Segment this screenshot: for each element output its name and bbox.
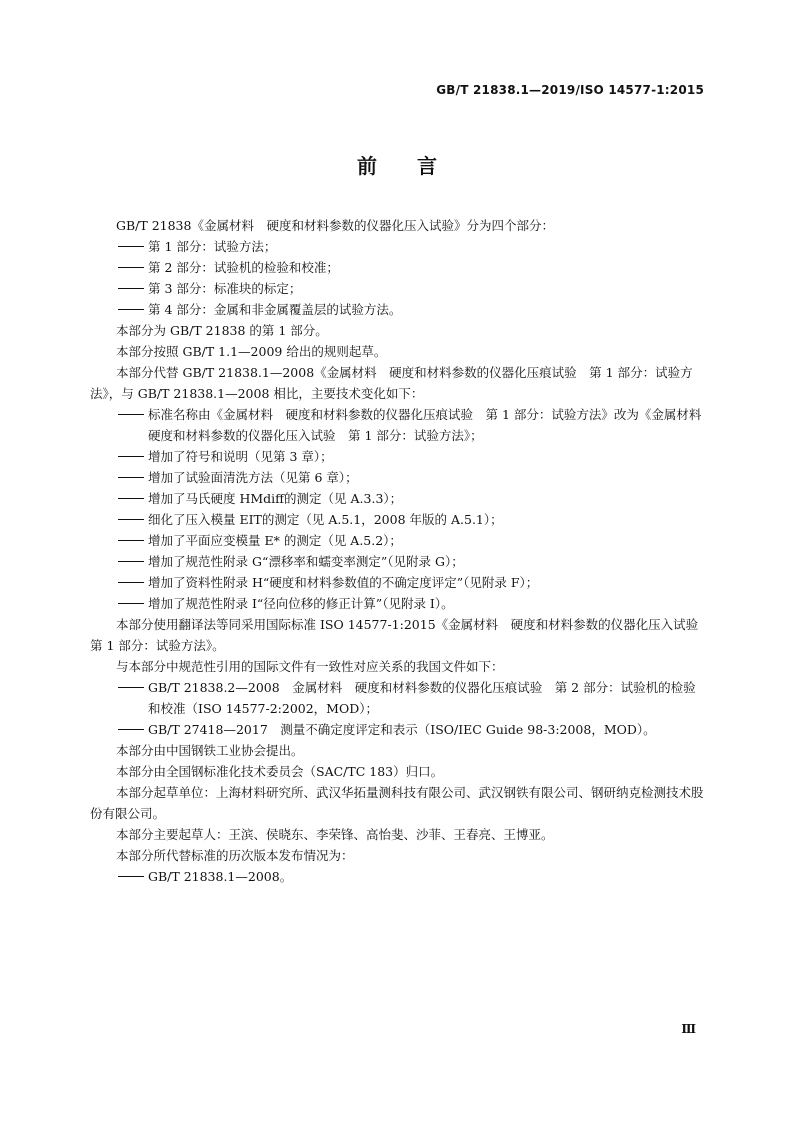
list-item: 第 2 部分：试验机的检验和校准； [90,257,706,278]
list-item: 标准名称由《金属材料 硬度和材料参数的仪器化压痕试验 第 1 部分：试验方法》改为《金属材料 硬度和材料参数的仪器化压入试验 第 1 部分：试验方法》； [90,404,706,446]
list-item: GB/T 21838.1—2008。 [90,866,706,887]
references-intro: 与本部分中规范性引用的国际文件有一致性对应关系的我国文件如下： [116,659,504,674]
proposer-statement: 本部分由中国钢铁工业协会提出。 [116,743,304,758]
list-item: 增加了规范性附录 G“漂移率和蠕变率测定”（见附录 G）； [90,551,706,572]
list-item: 增加了符号和说明（见第 3 章）； [90,446,706,467]
part-statement: 本部分为 GB/T 21838 的第 1 部分。 [116,323,328,338]
dash-bullet [90,719,144,740]
intro-paragraph: GB/T 21838《金属材料 硬度和材料参数的仪器化压入试验》分为四个部分： [116,218,554,233]
adoption-statement: 本部分使用翻译法等同采用国际标准 ISO 14577-1:2015《金属材料 硬度和材料参数的仪器化压入试验 第 1 部分：试验方法》。 [90,617,711,653]
dash-bullet [90,509,144,530]
dash-bullet [90,236,144,257]
list-item: 增加了马氏硬度 HMdiff的测定（见 A.3.3）； [90,488,706,509]
drafting-units: 本部分起草单位：上海材料研究所、武汉华拓量测科技有限公司、武汉钢铁有限公司、钢研纳克检测技术股份有限公司。 [90,785,704,821]
dash-bullet [90,278,144,299]
dash-bullet [90,530,144,551]
drafters: 本部分主要起草人：王滨、侯晓东、李荣锋、高怡斐、沙菲、王春亮、王博亚。 [116,827,554,842]
dash-bullet [90,677,144,719]
list-item: 增加了资料性附录 H“硬度和材料参数值的不确定度评定”（见附录 F）； [90,572,706,593]
dash-bullet [90,551,144,572]
dash-bullet [90,257,144,278]
dash-bullet [90,404,144,446]
dash-bullet [90,467,144,488]
drafting-rules: 本部分按照 GB/T 1.1—2009 给出的规则起草。 [116,344,387,359]
dash-bullet [90,446,144,467]
list-item: GB/T 21838.2—2008 金属材料 硬度和材料参数的仪器化压痕试验 第 2 部分：试验机的检验和校准（ISO 14577-2:2002，MOD）； [90,677,706,719]
list-item: 第 4 部分：金属和非金属覆盖层的试验方法。 [90,299,706,320]
page-title: 前言 [357,154,477,178]
dash-bullet [90,572,144,593]
page-number: Ⅲ [681,1022,696,1036]
list-item: 细化了压入模量 EIT的测定（见 A.5.1，2008 年版的 A.5.1）； [90,509,706,530]
list-item: 增加了规范性附录 I“径向位移的修正计算”（见附录 I）。 [90,593,706,614]
history-intro: 本部分所代替标准的历次版本发布情况为： [116,848,354,863]
committee-statement: 本部分由全国钢标准化技术委员会（SAC/TC 183）归口。 [116,764,444,779]
list-item: 增加了平面应变模量 E* 的测定（见 A.5.2）； [90,530,706,551]
dash-bullet [90,866,144,887]
list-item: 增加了试验面清洗方法（见第 6 章）； [90,467,706,488]
standard-number-header: GB/T 21838.1—2019/ISO 14577-1:2015 [436,83,704,97]
list-item: 第 1 部分：试验方法； [90,236,706,257]
list-item: 第 3 部分：标准块的标定； [90,278,706,299]
dash-bullet [90,593,144,614]
list-item: GB/T 27418—2017 测量不确定度评定和表示（ISO/IEC Guide 98-3:2008，MOD）。 [90,719,706,740]
replacement-statement: 本部分代替 GB/T 21838.1—2008《金属材料 硬度和材料参数的仪器化压痕试验 第 1 部分：试验方法》，与 GB/T 21838.1—2008 相比，主要技术变化如下： [90,365,693,401]
dash-bullet [90,488,144,509]
document-body [90,215,714,887]
dash-bullet [90,299,144,320]
